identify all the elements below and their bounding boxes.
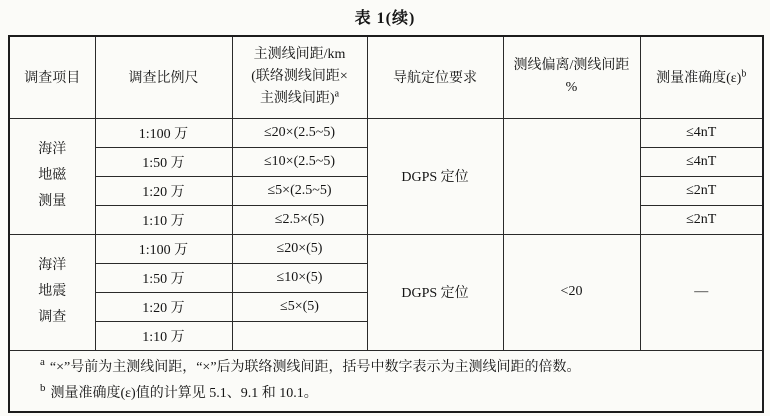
table-row (9, 118, 763, 147)
header-spacing-line1: 主测线间距/km (253, 46, 346, 62)
footnotes-row (9, 350, 763, 412)
cell-accuracy: ≤4nT (640, 118, 763, 147)
footnotes-cell (9, 350, 763, 412)
header-accuracy: 测量准确度$(\varepsilon)^b$ (640, 36, 763, 118)
cell-deviation-empty (503, 118, 640, 234)
header-deviation-line1: 测线偏离/测线间距 (513, 57, 630, 73)
header-deviation-line2: % (565, 80, 578, 96)
cell-navigation: DGPS 定位 (367, 118, 503, 234)
header-scale: 调查比例尺 (95, 36, 232, 118)
cell-scale: 1:50 万 (95, 263, 232, 292)
spec-table (8, 35, 764, 413)
header-spacing-line3: 主测线间距)$^a$ (259, 88, 340, 107)
header-project: 调查项目 (9, 36, 95, 118)
cell-project-magnetic: 海洋 地磁 测量 (9, 118, 95, 234)
cell-accuracy: ≤4nT (640, 147, 763, 176)
footnote-b-marker-ref: b (741, 68, 747, 80)
cell-spacing-empty (232, 321, 367, 350)
cell-spacing: ≤5×(2.5~5) (232, 176, 367, 205)
footnote-b (40, 381, 754, 407)
header-spacing (232, 36, 367, 118)
cell-scale: 1:20 万 (95, 176, 232, 205)
cell-scale: 1:10 万 (95, 321, 232, 350)
cell-scale: 1:50 万 (95, 147, 232, 176)
table-title: 表 1(续) (354, 10, 416, 27)
cell-navigation: DGPS 定位 (367, 234, 503, 350)
cell-project-seismic: 海洋 地震 调查 (9, 234, 95, 350)
cell-deviation: <20 (503, 234, 640, 350)
footnote-a (40, 355, 754, 381)
cell-spacing: ≤10×(2.5~5) (232, 147, 367, 176)
header-row (9, 36, 763, 118)
cell-accuracy: ≤2nT (640, 176, 763, 205)
footnote-a-marker-ref: a (334, 88, 340, 100)
header-spacing-line2: (联络测线间距× (251, 69, 348, 85)
cell-scale: 1:100 万 (95, 118, 232, 147)
footnote-b-text: 测量准确度(ε)值的计算见 5.1、9.1 和 10.1。 (50, 385, 318, 401)
header-navigation: 导航定位要求 (367, 36, 503, 118)
cell-spacing: ≤20×(5) (232, 234, 367, 263)
footnote-b-marker: b (40, 381, 46, 394)
cell-spacing: ≤2.5×(5) (232, 205, 367, 234)
cell-accuracy: ≤2nT (640, 205, 763, 234)
table-row (9, 234, 763, 263)
footnote-a-text: “×”号前为主测线间距，“×”后为联络测线间距，括号中数字表示为主测线间距的倍数。 (49, 359, 581, 375)
cell-spacing: ≤5×(5) (232, 292, 367, 321)
cell-scale: 1:10 万 (95, 205, 232, 234)
footnote-a-marker: a (40, 355, 45, 368)
cell-scale: 1:100 万 (95, 234, 232, 263)
header-deviation (503, 36, 640, 118)
cell-accuracy-dash: — (640, 234, 763, 350)
cell-scale: 1:20 万 (95, 292, 232, 321)
cell-spacing: ≤20×(2.5~5) (232, 118, 367, 147)
cell-spacing: ≤10×(5) (232, 263, 367, 292)
